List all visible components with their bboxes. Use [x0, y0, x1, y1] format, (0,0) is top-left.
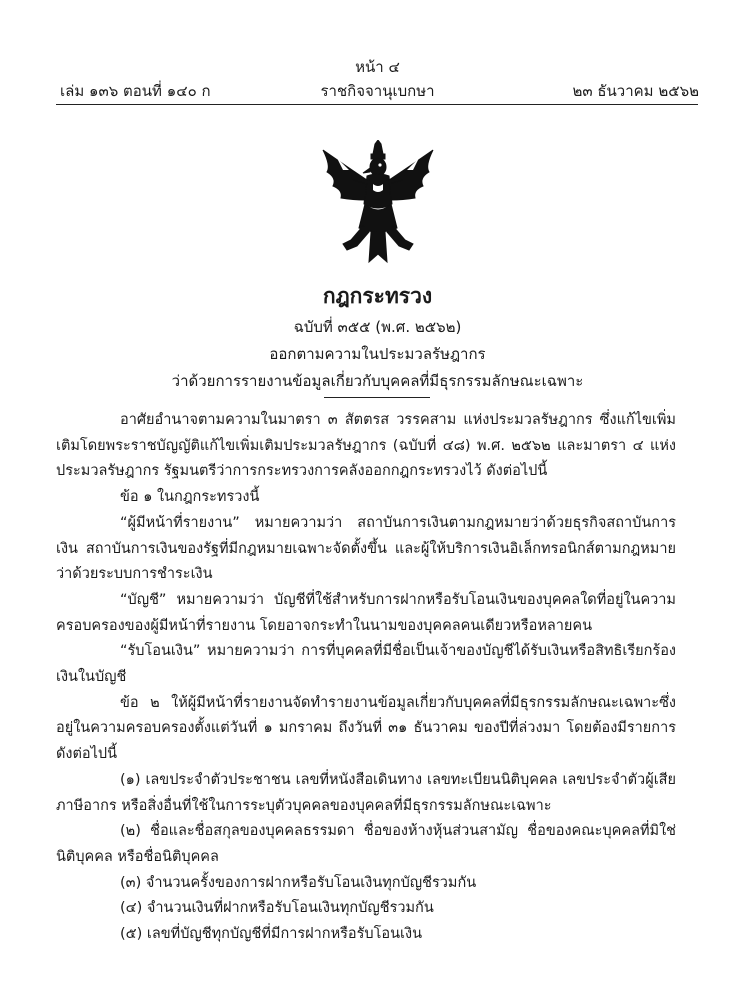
- issue-number: ฉบับที่ ๓๕๕ (พ.ศ. ๒๕๖๒): [293, 318, 462, 336]
- document-title: กฎกระทรวง: [322, 284, 433, 308]
- gazette-name: ราชกิจจานุเบกษา: [320, 82, 435, 100]
- preamble-paragraph: อาศัยอำนาจตามความในมาตรา ๓ สัตตรส วรรคสาม แห่งประมวลรัษฎากร ซึ่งแก้ไขเพิ่มเติมโดยพระราชบัญญัติแก้ไขเพิ่มเติมประมวลรัษฎากร (ฉบับที่ ๔๘) พ.ศ. ๒๕๖๒ และมาตรา ๔ แห่งประมวลรัษฎากร รัฐมนตรีว่าการกระทรวงการคลังออกกฎกระทรวงไว้ ดังต่อไปนี้: [56, 412, 676, 480]
- garuda-emblem-icon: [313, 140, 443, 265]
- clause-1: ข้อ ๑ ในกฎกระทรวงนี้: [120, 489, 260, 506]
- list-item: (๓) จำนวนครั้งของการฝากหรือรับโอนเงินทุกบัญชีรวมกัน: [120, 874, 477, 891]
- publication-date: ๒๓ ธันวาคม ๒๕๖๒: [572, 82, 699, 100]
- page-number: หน้า ๔: [355, 58, 400, 76]
- regulation-body: [56, 408, 676, 948]
- list-item: (๒) ชื่อและชื่อสกุลของบุคคลธรรมดา ชื่อของห้างหุ้นส่วนสามัญ ชื่อของคณะบุคคลที่มิใช่นิติบุคคล หรือชื่อนิติบุคคล: [56, 823, 676, 865]
- list-item: (๔) จำนวนเงินที่ฝากหรือรับโอนเงินทุกบัญชีรวมกัน: [120, 900, 434, 917]
- volume-info: เล่ม ๑๓๖ ตอนที่ ๑๔๐ ก: [60, 82, 211, 100]
- legal-authority: ออกตามความในประมวลรัษฎากร: [269, 345, 486, 363]
- definition-reporter: “ผู้มีหน้าที่รายงาน” หมายความว่า สถาบันการเงินตามกฎหมายว่าด้วยธุรกิจสถาบันการเงิน สถาบันการเงินของรัฐที่มีกฎหมายเฉพาะจัดตั้งขึ้น และผู้ให้บริการเงินอิเล็กทรอนิกส์ตามกฎหมายว่าด้วยระบบการชำระเงิน: [56, 514, 676, 583]
- definition-transfer: “รับโอนเงิน” หมายความว่า การที่บุคคลที่มีชื่อเป็นเจ้าของบัญชีได้รับเงินหรือสิทธิเรียกร้องเงินในบัญชี: [56, 643, 676, 686]
- definition-account: “บัญชี” หมายความว่า บัญชีที่ใช้สำหรับการฝากหรือรับโอนเงินของบุคคลใดที่อยู่ในความครอบครองของผู้มีหน้าที่รายงาน โดยอาจกระทำในนามของบุคคลคนเดียวหรือหลายคน: [56, 591, 676, 634]
- regulation-subject: ว่าด้วยการรายงานข้อมูลเกี่ยวกับบุคคลที่มีธุรกรรมลักษณะเฉพาะ: [171, 372, 584, 390]
- list-item: (๕) เลขที่บัญชีทุกบัญชีที่มีการฝากหรือรับโอนเงิน: [120, 926, 422, 943]
- title-divider: [324, 397, 430, 398]
- header-divider: [56, 104, 698, 105]
- clause-2: ข้อ ๒ ให้ผู้มีหน้าที่รายงานจัดทำรายงานข้อมูลเกี่ยวกับบุคคลที่มีธุรกรรมลักษณะเฉพาะซึ่งอยู่ในความครอบครองตั้งแต่วันที่ ๑ มกราคม ถึงวันที่ ๓๑ ธันวาคม ของปีที่ล่วงมา โดยต้องมีรายการดังต่อไปนี้: [56, 694, 676, 763]
- list-item: (๑) เลขประจำตัวประชาชน เลขที่หนังสือเดินทาง เลขทะเบียนนิติบุคคล เลขประจำตัวผู้เสียภาษีอากร หรือสิ่งอื่นที่ใช้ในการระบุตัวบุคคลของบุคคลที่มีธุรกรรมลักษณะเฉพาะ: [56, 771, 676, 814]
